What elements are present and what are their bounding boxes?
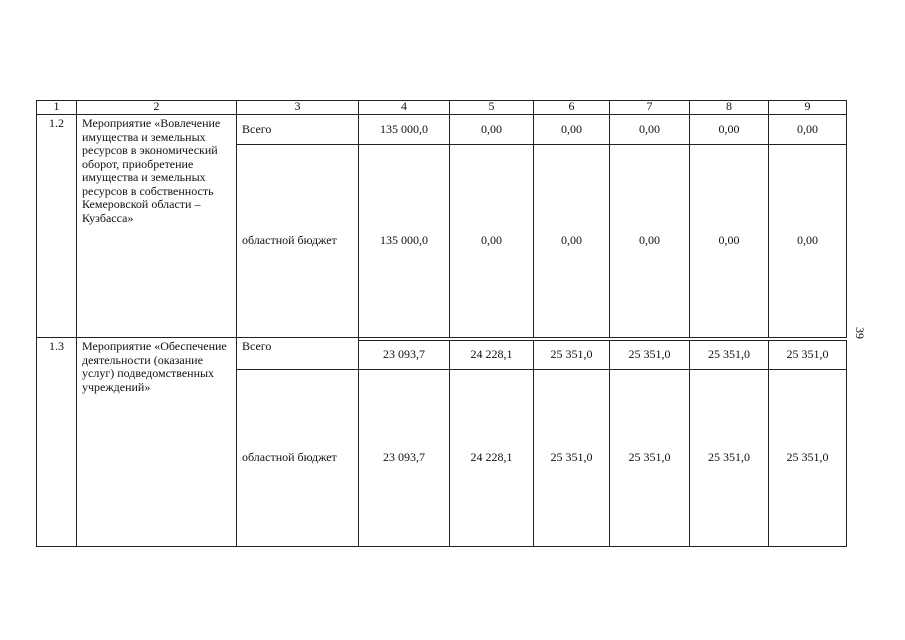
row-1-2-total-col-4: 135 000,0 bbox=[358, 114, 450, 145]
row-1-2-total-col-9: 0,00 bbox=[768, 114, 847, 145]
row-1-3-total-col-6: 25 351,0 bbox=[533, 340, 610, 370]
row-1-2-budget-col-9: 0,00 bbox=[768, 144, 847, 338]
header-col-3: 3 bbox=[236, 100, 359, 115]
row-1-3-name: Мероприятие «Обеспечение деятельности (оказание услуг) подведомственных учреждений» bbox=[76, 337, 237, 547]
header-col-1: 1 bbox=[36, 100, 77, 115]
row-1-2-budget-col-5: 0,00 bbox=[449, 144, 534, 338]
row-1-3-total-col-9: 25 351,0 bbox=[768, 340, 847, 370]
header-col-8: 8 bbox=[689, 100, 769, 115]
row-1-2-budget-label: областной бюджет bbox=[236, 144, 359, 338]
row-1-2-number: 1.2 bbox=[36, 114, 77, 338]
header-col-5: 5 bbox=[449, 100, 534, 115]
row-1-3-budget-col-9: 25 351,0 bbox=[768, 369, 847, 547]
row-1-3-budget-label: областной бюджет bbox=[236, 369, 359, 547]
row-1-3-number: 1.3 bbox=[36, 337, 77, 547]
row-1-3-total-col-7: 25 351,0 bbox=[609, 340, 690, 370]
row-1-3-total-label: Всего bbox=[236, 337, 359, 370]
header-col-2: 2 bbox=[76, 100, 237, 115]
row-1-3-total-col-4: 23 093,7 bbox=[358, 340, 450, 370]
row-1-2-total-col-5: 0,00 bbox=[449, 114, 534, 145]
page-number: 39 bbox=[853, 327, 867, 339]
row-1-2-total-col-6: 0,00 bbox=[533, 114, 610, 145]
row-1-2-total-label: Всего bbox=[236, 114, 359, 145]
row-1-3-budget-col-5: 24 228,1 bbox=[449, 369, 534, 547]
row-1-2-total-col-7: 0,00 bbox=[609, 114, 690, 145]
row-1-3-budget-col-4: 23 093,7 bbox=[358, 369, 450, 547]
row-1-3-total-col-8: 25 351,0 bbox=[689, 340, 769, 370]
row-1-2-budget-col-4: 135 000,0 bbox=[358, 144, 450, 338]
row-1-2-name: Мероприятие «Вовлечение имущества и земельных ресурсов в экономический оборот, приобретение имущества и земельных ресурсов в собственность Кемеровской области – Кузбасса» bbox=[76, 114, 237, 338]
header-col-4: 4 bbox=[358, 100, 450, 115]
header-col-7: 7 bbox=[609, 100, 690, 115]
row-1-3-total-col-5: 24 228,1 bbox=[449, 340, 534, 370]
header-col-9: 9 bbox=[768, 100, 847, 115]
row-1-3-budget-col-8: 25 351,0 bbox=[689, 369, 769, 547]
row-1-2-total-col-8: 0,00 bbox=[689, 114, 769, 145]
row-1-2-budget-col-8: 0,00 bbox=[689, 144, 769, 338]
row-1-2-budget-col-6: 0,00 bbox=[533, 144, 610, 338]
header-col-6: 6 bbox=[533, 100, 610, 115]
row-1-3-budget-col-6: 25 351,0 bbox=[533, 369, 610, 547]
row-1-2-budget-col-7: 0,00 bbox=[609, 144, 690, 338]
row-1-3-budget-col-7: 25 351,0 bbox=[609, 369, 690, 547]
